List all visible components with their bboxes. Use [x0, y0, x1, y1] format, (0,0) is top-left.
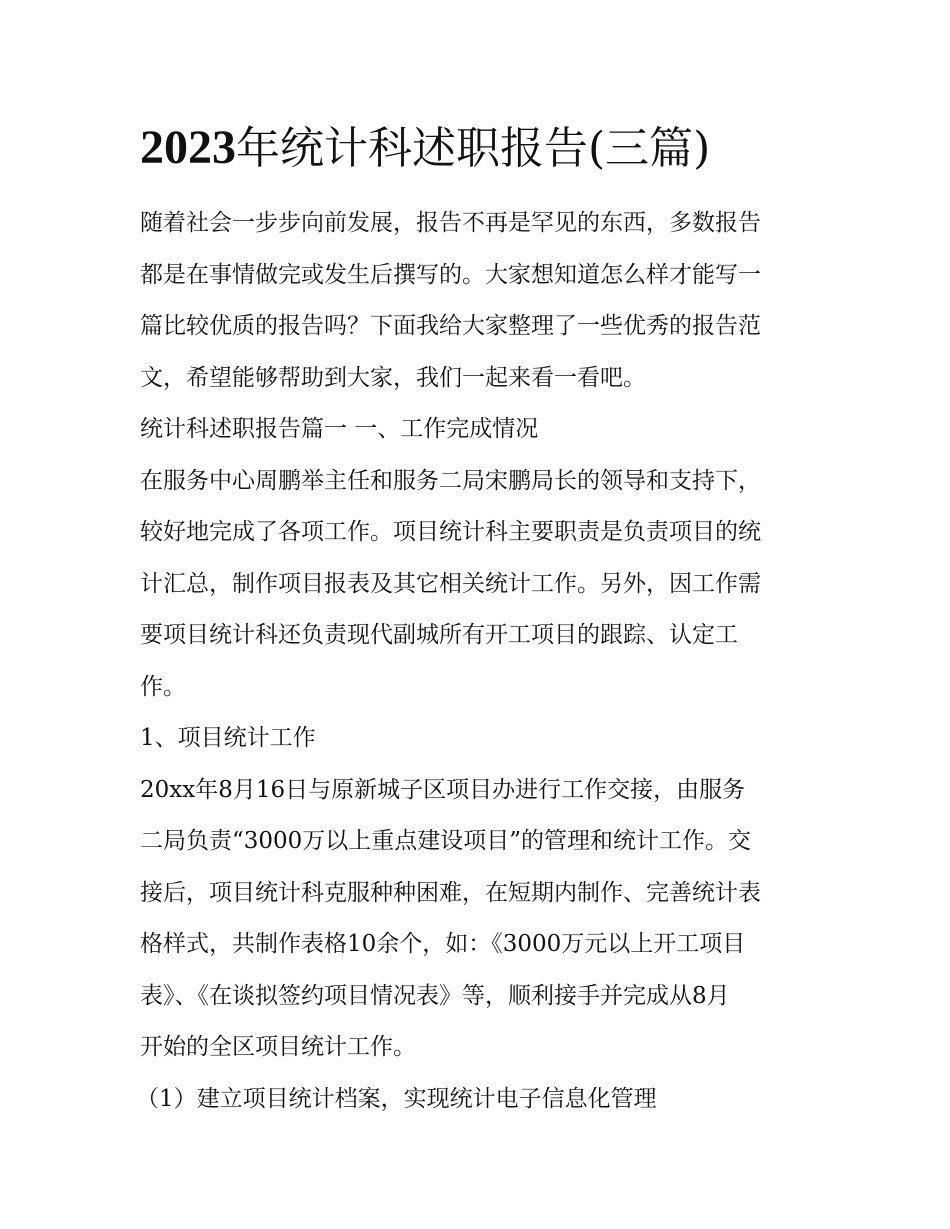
paragraph-line: 开始的全区项目统计工作。 [140, 1034, 416, 1060]
paragraph-line: 二局负责“3000万以上重点建设项目”的管理和统计工作。交 [140, 828, 752, 854]
paragraph-line: 计汇总，制作项目报表及其它相关统计工作。另外，因工作需 [140, 570, 761, 597]
intro-line-1: 随着社会一步步向前发展，报告不再是罕见的东西，多数报告 [140, 210, 761, 236]
document-title [140, 118, 840, 179]
paragraph-line: 要项目统计科还负责现代副城所有开工项目的跟踪、认定工 [140, 622, 738, 648]
paragraph-line: 表》、《在谈拟签约项目情况表》等，顺利接手并完成从8月 [140, 982, 730, 1009]
intro-line-2: 都是在事情做完或发生后撰写的。大家想知道怎么样才能写一 [140, 261, 761, 288]
paragraph-line: 20xx年8月16日与原新城子区项目办进行工作交接，由服务 [140, 776, 746, 803]
paragraph-line: 格样式，共制作表格10余个，如：《3000万元以上开工项目 [140, 931, 746, 957]
paragraph-line: 较好地完成了各项工作。项目统计科主要职责是负责项目的统 [140, 519, 761, 545]
list-item-heading: （1）建立项目统计档案，实现统计电子信息化管理 [136, 1085, 657, 1112]
intro-line-3: 篇比较优质的报告吗？下面我给大家整理了一些优秀的报告范 [140, 313, 761, 339]
title-text: 年统计科述职报告(三篇) [236, 123, 711, 174]
title-year: 2023 [140, 121, 236, 174]
subsection-heading: 1、项目统计工作 [140, 725, 316, 751]
intro-line-4: 文，希望能够帮助到大家，我们一起来看一看吧。 [140, 364, 646, 391]
paragraph-line: 作。 [140, 673, 186, 700]
paragraph-line: 在服务中心周鹏举主任和服务二局宋鹏局长的领导和支持下， [140, 467, 761, 494]
document-body [136, 198, 812, 1125]
section-heading: 统计科述职报告篇一 一、工作完成情况 [140, 416, 539, 442]
paragraph-line: 接后，项目统计科克服种种困难，在短期内制作、完善统计表 [140, 879, 761, 906]
